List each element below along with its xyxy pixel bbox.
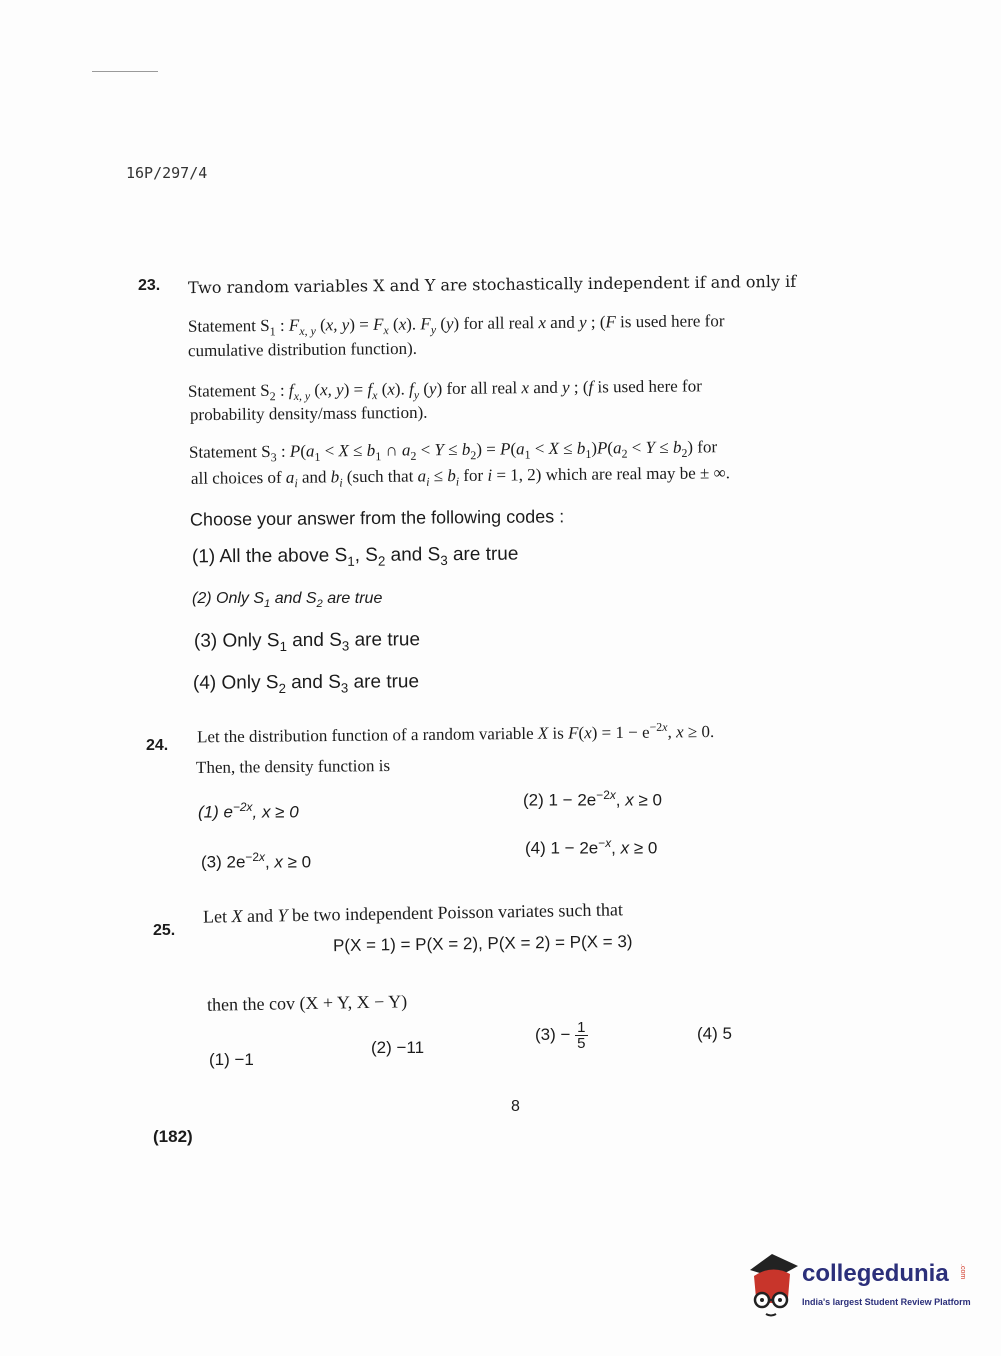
option-1: (1) $e^{-2x}$, x ≥ 0 — [198, 800, 299, 822]
condition: P(X = 1) = P(X = 2), P(X = 2) = P(X = 3) — [332, 931, 633, 956]
footer-code: (182) — [153, 1127, 193, 1146]
fraction-one-fifth: $\frac{1}{5}$ — [577, 1019, 586, 1052]
option-4: (4) 5 — [697, 1024, 732, 1043]
question-text: Two random variables X and Y are stochastically independent if and only if — [187, 271, 797, 298]
answer-prompt: Choose your answer from the following codes : — [189, 506, 565, 530]
option-4: (4) Only $S_2$ and $S_3$ are true — [192, 671, 420, 696]
top-rule — [92, 71, 158, 72]
option-1: (1) −1 — [209, 1050, 254, 1069]
question-text: Let the distribution function of a random variable X is $F(x) = 1 - e^{-2x}$, x ≥ 0. — [196, 719, 715, 747]
option-3: (3) $2e^{-2x}$, x ≥ 0 — [201, 850, 312, 872]
question-text: Let X and Y be two independent Poisson variates such that — [202, 899, 624, 927]
option-4: (4) $1 - 2e^{-x}$, x ≥ 0 — [525, 836, 658, 858]
brand-domain: .com — [959, 1264, 966, 1280]
statement-2-note: probability density/mass function). — [189, 402, 428, 425]
question-text-2: Then, the density function is — [195, 755, 391, 778]
option-1: (1) All the above $S_1$, $S_2$ and $S_3$ are true — [191, 543, 519, 569]
statement-1: Statement $S_1$ : $F_{x, y}$ (x, $y) = F_x$ (x). $F_y$ (y) for all real x and y ; (F is used here for — [187, 311, 725, 339]
statement-1-note: cumulative distribution function). — [187, 338, 418, 361]
cov-prompt: then the cov (X + Y, X − Y) — [206, 991, 408, 1015]
option-2: (2) Only $S_1$ and $S_2$ are true — [192, 590, 383, 611]
statement-3-note: all choices of $a_i$ and $b_i$ (such that $a_i \le b_i$ for i = 1, 2) which are real may be ± ∞. — [190, 463, 731, 491]
statement-3: Statement $S_3$ : $P(a_1 < X \le b_1$ ∩ $a_2 < Y \le b_2) = P(a_1 < X \le b_1)P(a_2 < Y \le b_2)$ for — [188, 437, 718, 465]
option-2: (2) $1 - 2e^{-2x}$, x ≥ 0 — [523, 788, 662, 810]
question-number: 25. — [153, 922, 176, 939]
paper-code: 16P/297/4 — [126, 164, 208, 182]
option-3: (3) − $\frac{1}{5}$ — [535, 1019, 586, 1052]
question-number: 24. — [146, 737, 169, 754]
brand-name: collegedunia — [802, 1260, 949, 1287]
option-3: (3) Only $S_1$ and $S_3$ are true — [193, 629, 421, 654]
statement-2: Statement $S_2$ : $f_{x, y}$ (x, $y) = f_x$ (x). $f_y$ (y) for all real x and y ; (f is used here for — [187, 376, 702, 404]
page-number: 8 — [511, 1098, 520, 1115]
question-number: 23. — [138, 277, 161, 294]
collegedunia-logo — [742, 1250, 972, 1320]
option-2: (2) −11 — [371, 1038, 425, 1057]
mascot-icon — [742, 1250, 802, 1320]
brand-tagline: India's largest Student Review Platform — [802, 1297, 971, 1307]
